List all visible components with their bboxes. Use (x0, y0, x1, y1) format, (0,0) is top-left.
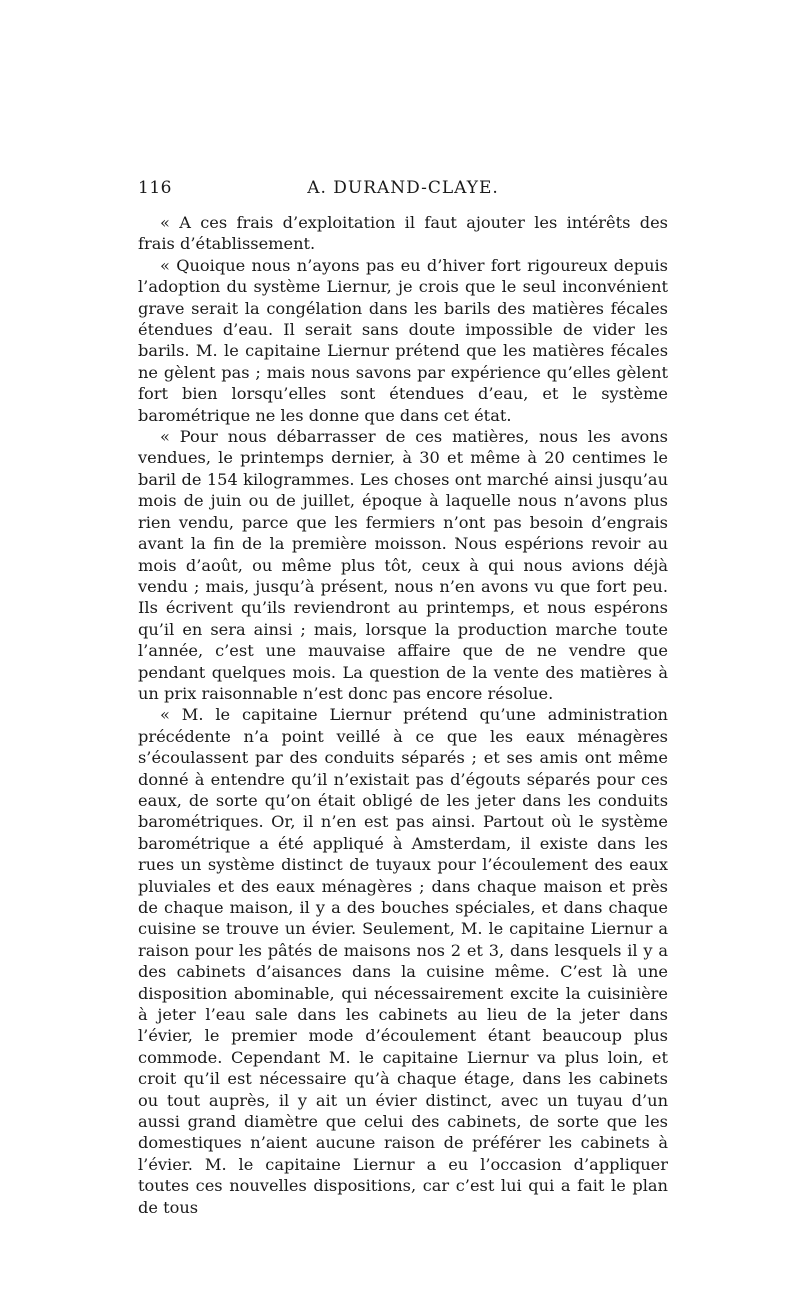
paragraph: « Pour nous débarrasser de ces matières, nous les avons vendues, le printemps dernier, à 30 et même à 20 centimes le baril de 154 kilogrammes. Les choses ont marché ainsi jusqu’au mois de juin ou de juillet, époque à laquelle nous n’avons plus rien vendu, parce que les fermiers n’ont pas besoin d’engrais avant la fin de la première moisson. Nous espérions revoir au mois d’août, ou même plus tôt, ceux à qui nous avions déjà vendu ; mais, jusqu’à présent, nous n’en avons vu que fort peu. Ils écrivent qu’ils reviendront au printemps, et nous espérons qu’il en sera ainsi ; mais, lorsque la production marche toute l’année, c’est une mauvaise affaire que de ne vendre que pendant quelques mois. La question de la vente des matières à un prix raisonnable n’est donc pas encore résolue. (138, 427, 668, 703)
body-text (138, 212, 668, 1218)
running-title: A. DURAND-CLAYE. (307, 178, 499, 198)
paragraph: « Quoique nous n’ayons pas eu d’hiver fort rigoureux depuis l’adoption du système Liernur, je crois que le seul inconvénient grave serait la congélation dans les barils des matières fécales étendues d’eau. Il serait sans doute impossible de vider les barils. M. le capitaine Liernur prétend que les matières fécales ne gèlent pas ; mais nous savons par expérience qu’elles gèlent fort bien lorsqu’elles sont étendues d’eau, et le système barométrique ne les donne que dans cet état. (138, 255, 668, 425)
paragraph: « A ces frais d’exploitation il faut ajouter les intérêts des frais d’établissement. (138, 213, 668, 254)
page-number: 116 (138, 178, 172, 198)
running-header (138, 178, 668, 202)
paragraph: « M. le capitaine Liernur prétend qu’une administration précédente n’a point veillé à ce que les eaux ménagères s’écoulassent par des conduits séparés ; et ses amis ont même donné à entendre qu’il n’existait pas d’égouts séparés pour ces eaux, de sorte qu’on était obligé de les jeter dans les conduits barométriques. Or, il n’en est pas ainsi. Partout où le système barométrique a été appliqué à Amsterdam, il existe dans les rues un système distinct de tuyaux pour l’écoulement des eaux pluviales et des eaux ménagères ; dans chaque maison et près de chaque maison, il y a des bouches spéciales, et dans chaque cuisine se trouve un évier. Seulement, M. le capitaine Liernur a raison pour les pâtés de maisons nos 2 et 3, dans lesquels il y a des cabinets d’aisances dans la cuisine même. C’est là une disposition abominable, qui nécessairement excite la cuisinière à jeter l’eau sale dans les cabinets au lieu de la jeter dans l’évier, le premier mode d’écoulement étant beaucoup plus commode. Cependant M. le capitaine Liernur va plus loin, et croit qu’il est nécessaire qu’à chaque étage, dans les cabinets ou tout auprès, il y ait un évier distinct, avec un tuyau d’un aussi grand diamètre que celui des cabinets, de sorte que les domestiques n’aient aucune raison de préférer les cabinets à l’évier. M. le capitaine Liernur a eu l’occasion d’appliquer toutes ces nouvelles dispositions, car c’est lui qui a fait le plan de tous (138, 705, 668, 1217)
book-page (138, 178, 668, 1218)
